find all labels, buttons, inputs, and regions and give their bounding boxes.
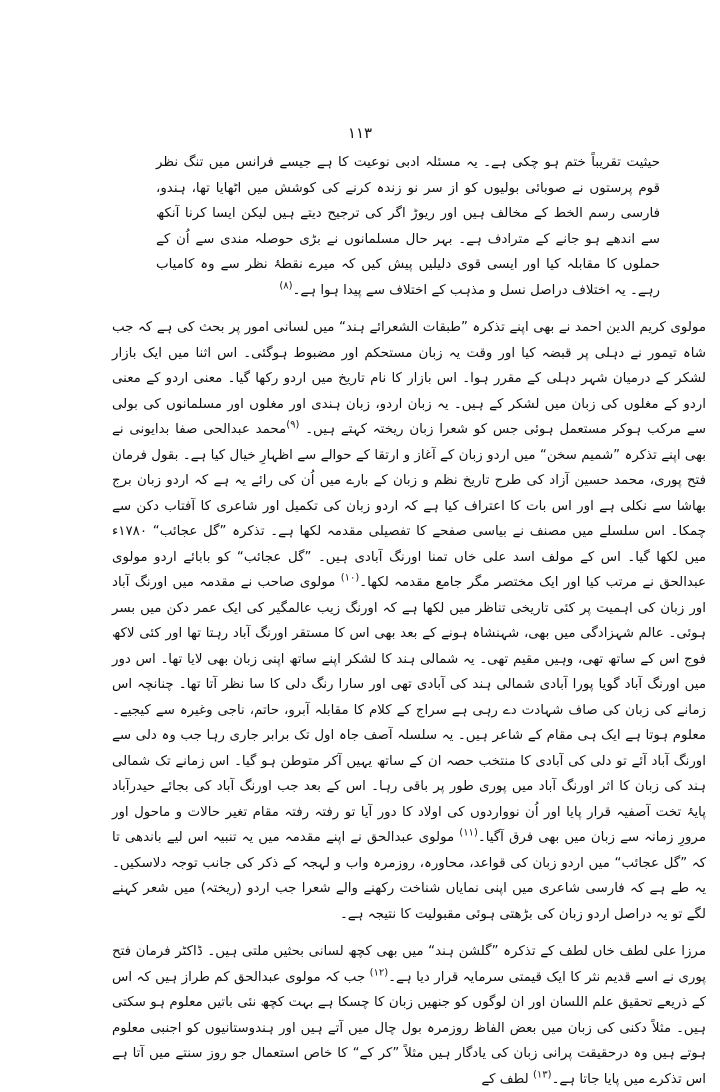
footnote-ref: (۸): [279, 280, 293, 292]
paragraph-text: جب کہ مولوی عبدالحق کم طراز ہیں کہ اس کے ذریعے تحقیق علم اللسان اور ان لوگوں کو جنھیں زبان کا چسکا ہے بہت کچھ نئی باتیں معلوم ہو سکتی ہیں۔ مثلاً دکنی کی زبان میں بعض الفاظ روزمرہ بول چال میں آتے ہیں اور ہندوستانیوں کو اجنبی معلوم ہوتے ہیں وہ درحقیقت پرانی زبان کی یادگار ہیں مثلاً ”کر کے“ کا خاص استعمال جو روز سنتے میں آتا ہے اس تذکرے میں پایا جاتا ہے۔: [112, 969, 706, 1087]
paragraph-text: مولوی کریم الدین احمد نے بھی اپنے تذکرہ ”طبقات الشعرائے ہند“ میں لسانی امور پر بحث کی ہے کہ جب شاہ تیمور نے دہلی پر قبضہ کیا اور وقت یہ زبان مستحکم اور مضبوط ہوگئی۔ اس اثنا میں ایک بازار لشکر کے درمیان شہر دہلی کے مقرر ہوا۔ اس بازار کا نام تاریخ میں اردو رکھا گیا۔ معنی اردو کے معنی اردو کے مغلوں کی زبان میں لشکر کے ہیں۔ یہ زبان اردو، زبان ہندی اور مغلوں اور مسلمانوں کی بولی سے مرکب ہوکر مستعمل ہوئی جس کو شعرا زبان ریختہ کہتے ہیں۔: [112, 320, 706, 437]
paragraph-text: مولوی صاحب نے مقدمہ میں اورنگ آباد اور زبان کی اہمیت پر کئی تاریخی تناظر میں لکھا ہے کہ اورنگ زیب عالمگیر کی ایک عمر دکن میں بسر ہوئی۔ عالم شہزادگی میں بھی، شہنشاہ ہونے کے بعد بھی اس کا مستقر اورنگ آباد رہتا تھا اور کئی لاکھ فوج اس کے ساتھ تھی، وہیں مقیم تھی۔ یہ شمالی ہند کا لشکر اپنے ساتھ اپنی زبان بھی لایا تھا۔ اس دور میں اورنگ آباد گویا پورا آبادی شمالی ہند کی آبادی تھی اور سارا رنگ دلی کا سا نظر آتا تھا۔ چنانچہ اس زمانے کی زبان کی صاف شہادت دے رہی ہے سراج کے کلام کا مقابلہ آبرو، حاتم، ناجی وغیرہ سے کیجیے۔ معلوم ہوتا ہے ایک ہی مقام کے شاعر ہیں۔ یہ سلسلہ آصف جاہ اول تک برابر جاری رہا جب وہ دلی سے اورنگ آباد آئے تو دلی کی آبادی کا منتخب حصہ ان کے ساتھ یہیں آکر متوطن ہو گیا۔ اس زمانے تک شمالی ہند کی زبان کا اثر اورنگ آباد میں پوری طور پر باقی رہا۔ اس کے بعد جب اورنگ آباد کی بجائے حیدرآباد پایۂ تخت آصفیہ قرار پایا اور اُن نوواردوں کی اولاد کا دور آیا تو رفتہ رفتہ مقام تغیر حالات و ماحول اور مرورِ زمانہ سے زبان میں بھی فرق آگیا۔: [112, 575, 706, 845]
paragraph-text: محمد عبدالحی صفا بدایونی نے بھی اپنے تذکرہ ”شمیم سخن“ میں اردو زبان کے آغاز و ارتقا کے حوالے سے اظہارِ خیال کیا ہے۔ بقول فرمان فتح پوری، محمد حسین آزاد کی طرح تاریخ نظم و زبان کے بارے میں اُن کی رائے یہ ہے کہ اردو زبان برج بھاشا سے نکلی ہے اور اس بات کا اعتراف کیا ہے کہ اردو زبان کی تکمیل اور شاعری کا آفتاب دکن سے چمکا۔ اس سلسلے میں مصنف نے بیاسی صفحے کا تفصیلی مقدمہ لکھا ہے۔ تذکرہ ”گل عجائب“ ۱۷۸۰ء میں لکھا گیا۔ اس کے مولف اسد علی خاں تمنا اورنگ آبادی ہیں۔ ”گل عجائب“ کو بابائے اردو مولوی عبدالحق نے مرتب کیا اور ایک مختصر مگر جامع مقدمہ لکھا۔: [112, 422, 706, 590]
paragraph-text: مولوی عبدالحق نے اپنے مقدمہ میں یہ تنبیہ اس لیے باندھی تا کہ ”گل عجائب“ میں اردو زبان کی قواعد، محاورہ، روزمرہ واب و لہجہ کے ذکر کی جانب توجہ دلاسکیں۔ یہ طے ہے کہ فارسی شاعری میں اپنی نمایاں شناخت رکھنے والے شعرا جب اردو (ریختہ) میں شعر کہنے لگے تو یہ دراصل اردو زبان کی بڑھتی ہوئی مقبولیت کا نتیجہ ہے۔: [112, 830, 706, 922]
page-number: ۱۱۳: [347, 124, 373, 142]
paragraph-karimuddin: [112, 315, 706, 927]
footnote-ref: (۱۰): [340, 572, 360, 584]
footnote-ref: (۱۳): [533, 1069, 552, 1081]
paragraph-lutf: [112, 939, 706, 1092]
footnote-ref: (۹): [286, 419, 300, 431]
footnote-ref: (۱۱): [459, 827, 478, 839]
footnote-ref: (۱۲): [369, 967, 389, 979]
paragraph-text: مرزا علی لطف خاں لطف کے تذکرہ ”گلشن ہند“ میں بھی کچھ لسانی بحثیں ملتی ہیں۔ ڈاکٹر فرمان فتح پوری نے اسے قدیم نثر کا ایک قیمتی سرمایہ قرار دیا ہے۔: [112, 944, 706, 985]
quote-text: حیثیت تقریباً ختم ہو چکی ہے۔ یہ مسئلہ ادبی نوعیت کا ہے جیسے فرانس میں تنگ نظر قوم پرستوں نے صوبائی بولیوں کو از سر نو زندہ کرنے کی کوشش میں اٹھایا تھا، ہندو، فارسی رسم الخط کے مخالف ہیں اور ریوڑ اگر کی ترجیح دیتے ہیں لیکن ایسا کرنا آنکھ سے اندھے ہو جانے کے مترادف ہے۔ بہر حال مسلمانوں نے بڑی حوصلہ مندی سے اُن کے حملوں کا مقابلہ کیا اور ایسی قوی دلیلیں پیش کیں کہ میرے نقطۂ نظر سے وہ کامیاب رہے۔ یہ اختلاف دراصل نسل و مذہب کے اختلاف سے پیدا ہوا ہے۔: [156, 155, 660, 298]
block-quote: [112, 150, 706, 303]
paragraph-text: لطف کے: [481, 1071, 533, 1087]
body-text: [112, 150, 706, 1092]
